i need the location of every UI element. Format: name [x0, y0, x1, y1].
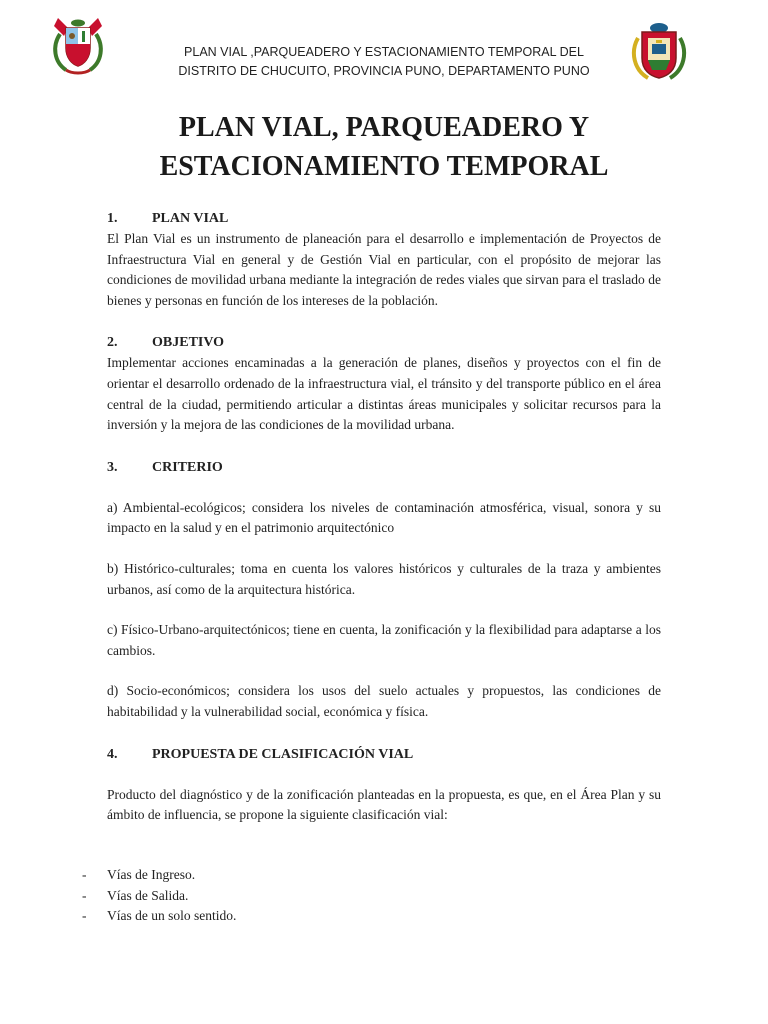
list-item	[82, 906, 382, 927]
section-paragraph: Implementar acciones encaminadas a la generación de planes, diseños y proyectos con el fin de orientar el desarrollo ordenado de la infraestructura vial, el tránsito y del transporte público en el área central de la ciudad, permitiendo articular a distintas áreas municipales y solicitar recursos para la inversión y la mejora de las condiciones de la movilidad urbana.	[107, 355, 661, 433]
header-line-2: DISTRITO DE CHUCUITO, PROVINCIA PUNO, DEPARTAMENTO PUNO	[178, 64, 590, 78]
list-item	[82, 886, 382, 907]
bullet-dash: -	[82, 908, 87, 924]
section-heading-propuesta	[107, 744, 661, 765]
criterion-item-d: d) Socio-económicos; considera los usos del suelo actuales y propuestos, las condiciones de habitabilidad y la vulnerabilidad social, económica y física.	[107, 683, 661, 719]
criterion-item-c: c) Físico-Urbano-arquitectónicos; tiene en cuenta, la zonificación y la flexibilidad para adaptarse a los cambios.	[107, 622, 661, 658]
section-paragraph: Producto del diagnóstico y de la zonificación planteadas en la propuesta, es que, en el Área Plan y su ámbito de influencia, se propone la siguiente clasificación vial:	[107, 786, 661, 823]
section-title: CRITERIO	[152, 459, 223, 475]
document-body	[107, 208, 661, 826]
section-paragraph: El Plan Vial es un instrumento de planeación para el desarrollo e implementación de Proyectos de Infraestructura Vial en general y de Gestión Vial en particular, con el propósito de mejorar las condiciones de movilidad urbana mediante la integración de redes viales que sirvan para el traslado de bienes y personas en función de los intereses de la población.	[107, 231, 661, 308]
section-number: 1.	[107, 211, 118, 226]
municipal-coat-of-arms-logo	[630, 20, 688, 82]
bullet-dash: -	[82, 867, 87, 882]
section-heading-objetivo	[107, 332, 661, 353]
title-line-2: ESTACIONAMIENTO TEMPORAL	[159, 151, 609, 182]
section-heading-plan-vial	[107, 208, 661, 229]
list-item-text: Vías de Salida.	[107, 887, 189, 903]
criterion-item-b: b) Histórico-culturales; toma en cuenta los valores históricos y culturales de la traza y ambientes urbanos, así como de la arquitectura histórica.	[107, 560, 661, 597]
list-item-text: Vías de un solo sentido.	[107, 908, 237, 924]
header-text	[140, 43, 628, 81]
section-number: 3.	[107, 459, 118, 475]
document-title	[84, 108, 684, 186]
header-line-1: PLAN VIAL ,PARQUEADERO Y ESTACIONAMIENTO TEMPORAL DEL	[184, 45, 584, 59]
title-line-1: PLAN VIAL, PARQUEADERO Y	[178, 112, 590, 143]
section-title: OBJETIVO	[152, 335, 225, 351]
section-title: PROPUESTA DE CLASIFICACIÓN VIAL	[152, 746, 414, 762]
road-classification-list	[82, 865, 382, 927]
section-number: 4.	[107, 746, 118, 762]
page-header	[0, 0, 768, 90]
section-heading-criterio	[107, 457, 661, 478]
section-number: 2.	[107, 335, 118, 351]
bullet-dash: -	[82, 887, 87, 903]
list-item	[82, 865, 382, 886]
list-item-text: Vías de Ingreso.	[107, 867, 196, 882]
section-title: PLAN VIAL	[152, 211, 229, 226]
criterion-item-a: a) Ambiental-ecológicos; considera los niveles de contaminación atmosférica, visual, sonora y su impacto en la salud y en el patrimonio arquitectónico	[107, 499, 661, 536]
peru-coat-of-arms-logo	[50, 14, 106, 76]
